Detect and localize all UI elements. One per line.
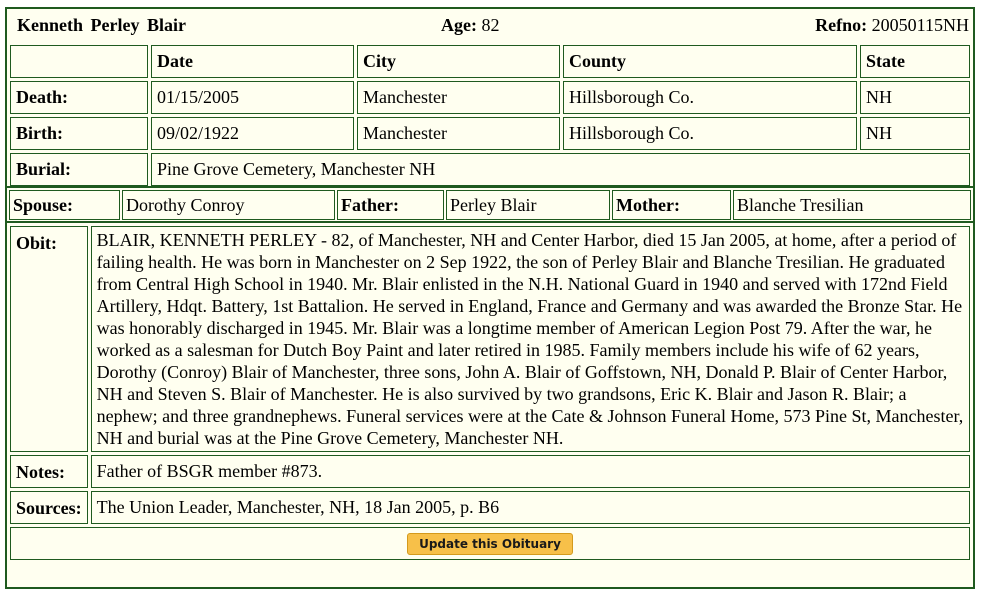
refno-field — [815, 15, 969, 36]
death-row — [10, 81, 970, 114]
spouse-label: Spouse: — [9, 190, 120, 220]
relations-row — [9, 190, 971, 220]
relations-table — [7, 188, 973, 222]
sources-text: The Union Leader, Manchester, NH, 18 Jan 2005, p. B6 — [91, 491, 970, 524]
update-obituary-button[interactable]: Update this Obituary — [407, 533, 573, 555]
sources-row — [10, 491, 970, 524]
death-label: Death: — [10, 81, 148, 114]
death-state: NH — [860, 81, 970, 114]
sources-label: Sources: — [10, 491, 88, 524]
column-header-county: County — [563, 45, 857, 78]
obit-row — [10, 226, 970, 452]
birth-label: Birth: — [10, 117, 148, 150]
column-header-city: City — [357, 45, 560, 78]
notes-label: Notes: — [10, 455, 88, 488]
age-field — [441, 15, 499, 36]
vital-records-table — [7, 42, 973, 189]
burial-label: Burial: — [10, 153, 148, 186]
death-city: Manchester — [357, 81, 560, 114]
father-value: Perley Blair — [446, 190, 610, 220]
death-date: 01/15/2005 — [151, 81, 354, 114]
details-table — [7, 223, 973, 563]
refno-label: Refno: — [815, 15, 868, 35]
death-county: Hillsborough Co. — [563, 81, 857, 114]
burial-place: Pine Grove Cemetery, Manchester NH — [151, 153, 970, 186]
birth-row — [10, 117, 970, 150]
column-header-date: Date — [151, 45, 354, 78]
column-header-row — [10, 45, 970, 78]
empty-corner-cell — [10, 45, 148, 78]
actions-row — [10, 527, 970, 560]
birth-county: Hillsborough Co. — [563, 117, 857, 150]
mother-value: Blanche Tresilian — [733, 190, 971, 220]
age-value: 82 — [481, 15, 500, 35]
spouse-value: Dorothy Conroy — [122, 190, 335, 220]
obit-text: BLAIR, KENNETH PERLEY - 82, of Manchester, NH and Center Harbor, died 15 Jan 2005, at home, after a period of failing health. He was born in Manchester on 2 Sep 1922, the son of Perley Blair and Blanche Tresilian. He graduated from Central High School in 1940. Mr. Blair enlisted in the N.H. National Guard in 1940 and served with 172nd Field Artillery, Hdqt. Battery, 1st Battalion. He served in England, France and Germany and was awarded the Bronze Star. He was honorably discharged in 1945. Mr. Blair was a longtime member of American Legion Post 79. After the war, he worked as a salesman for Dutch Boy Paint and later retired in 1985. Family members include his wife of 62 years, Dorothy (Conroy) Blair of Manchester, three sons, John A. Blair of Goffstown, NH, Donald P. Blair of Center Harbor, NH and Steven S. Blair of Manchester. He is also survived by two grandsons, Eric K. Blair and Jason R. Blair; a nephew; and three grandnephews. Funeral services were at the Cate & Johnson Funeral Home, 573 Pine St, Manchester, NH and burial was at the Pine Grove Cemetery, Manchester NH. — [91, 226, 970, 452]
age-label: Age: — [441, 15, 477, 35]
notes-row — [10, 455, 970, 488]
refno-value: 20050115NH — [871, 15, 969, 35]
birth-date: 09/02/1922 — [151, 117, 354, 150]
person-name: Kenneth Perley Blair — [17, 15, 186, 35]
notes-text: Father of BSGR member #873. — [91, 455, 970, 488]
column-header-state: State — [860, 45, 970, 78]
record-header — [7, 9, 973, 42]
obituary-record — [5, 7, 975, 589]
obit-label: Obit: — [10, 226, 88, 452]
burial-row — [10, 153, 970, 186]
father-label: Father: — [337, 190, 444, 220]
birth-state: NH — [860, 117, 970, 150]
birth-city: Manchester — [357, 117, 560, 150]
actions-cell — [10, 527, 970, 560]
mother-label: Mother: — [612, 190, 731, 220]
